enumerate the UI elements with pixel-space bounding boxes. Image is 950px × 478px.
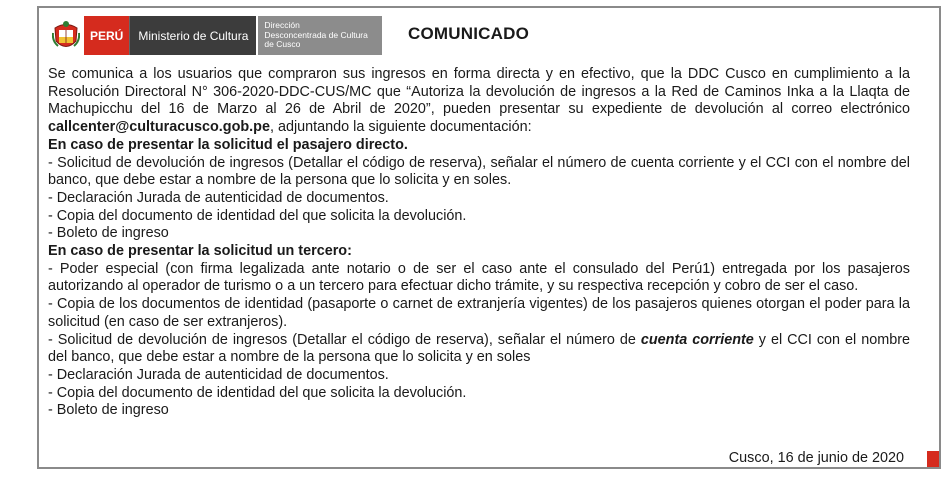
logo-direction-line: Dirección bbox=[264, 20, 300, 31]
corner-accent bbox=[927, 451, 939, 467]
item-text: - Solicitud de devolución de ingresos (Detallar el código de reserva), señalar el número de bbox=[48, 331, 641, 348]
section-heading-direct: En caso de presentar la solicitud el pasajero directo. bbox=[48, 136, 408, 153]
item-emphasis: cuenta corriente bbox=[640, 331, 754, 348]
list-item: - Copia de los documentos de identidad (pasaporte o carnet de extranjería vigentes) de los pasajeros quienes otorgan el poder para la solicitud (en caso de ser extranjeros). bbox=[48, 296, 910, 330]
page-title: COMUNICADO bbox=[408, 24, 529, 43]
document-date: Cusco, 16 de junio de 2020 bbox=[728, 450, 904, 466]
notice-body bbox=[48, 66, 910, 420]
list-item: - Declaración Jurada de autenticidad de documentos. bbox=[48, 189, 389, 206]
intro-text: Se comunica a los usuarios que compraron sus ingresos en forma directa y en efectivo, que la DDC Cusco en cumplimiento a la Resolución Directoral N° 306-2020-DDC-CUS/MC que “Autoriza la devolución de ingresos a la Red de Caminos Inka a la Llaqta de Machupicchu del 16 de Marzo al 26 de Abril de 2020”, pueden presentar su expediente de devolución al correo electrónico bbox=[48, 66, 910, 118]
list-item: - Boleto de ingreso bbox=[48, 225, 169, 242]
list-item: - Copia del documento de identidad del que solicita la devolución. bbox=[48, 207, 467, 224]
logo-ministry: Ministerio de Cultura bbox=[129, 16, 256, 55]
logo-direction-line: Desconcentrada de Cultura bbox=[264, 29, 368, 40]
item-text-end: y el CCI con el nombre del banco, que debe estar a nombre de la persona que lo solicita y en soles bbox=[48, 331, 910, 366]
coat-of-arms-icon bbox=[50, 16, 82, 55]
list-item: - Boleto de ingreso bbox=[48, 402, 169, 419]
list-item: - Solicitud de devolución de ingresos (Detallar el código de reserva), señalar el número de cuenta corriente y el CCI con el nombre del banco, que debe estar a nombre de la persona que lo solicita y en soles. bbox=[48, 154, 910, 189]
logo-direction bbox=[258, 16, 382, 55]
list-item: - Copia del documento de identidad del que solicita la devolución. bbox=[48, 384, 467, 401]
logo-direction-line: de Cusco bbox=[264, 39, 301, 50]
list-item bbox=[48, 332, 910, 367]
contact-email: callcenter@culturacusco.gob.pe bbox=[48, 119, 270, 136]
section-heading-third: En caso de presentar la solicitud un tercero: bbox=[48, 243, 352, 260]
ministry-logo bbox=[50, 16, 382, 55]
list-item: - Declaración Jurada de autenticidad de documentos. bbox=[48, 366, 389, 383]
intro-text-end: , adjuntando la siguiente documentación: bbox=[269, 119, 532, 136]
intro-paragraph bbox=[48, 66, 910, 137]
logo-country: PERÚ bbox=[84, 16, 129, 55]
list-item: - Poder especial (con firma legalizada ante notario o de ser el caso ante el consulado del Perú1) entregada por los pasajeros autorizando al operador de turismo o a un tercero para efectuar dicho trámite, y su respectiva recepción y cobro de ser el caso. bbox=[48, 260, 910, 295]
